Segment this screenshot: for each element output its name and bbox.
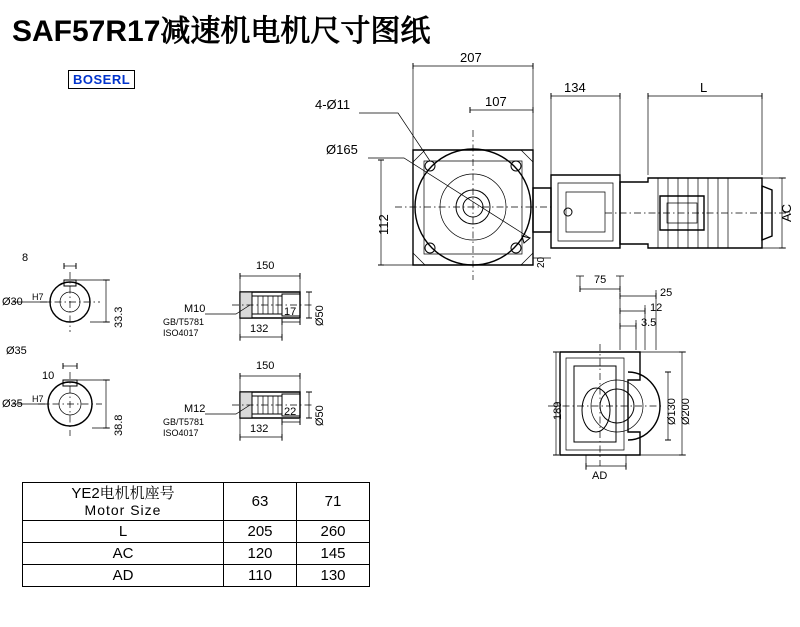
motor-size-table	[22, 482, 370, 587]
dim-207: 207	[460, 50, 482, 65]
dim-33-3: 33.3	[113, 306, 125, 328]
dim-75: 75	[594, 274, 607, 286]
dim-d35: Ø35	[2, 398, 23, 410]
row-label-AD: AD	[23, 565, 224, 587]
thread-m12: M12	[184, 403, 206, 415]
table-header-row	[23, 483, 370, 521]
dim-150-bot: 150	[256, 360, 275, 372]
dim-d50-bot: Ø50	[314, 405, 326, 426]
page-title: SAF57R17减速机电机尺寸图纸	[12, 15, 431, 48]
dim-d35-fit: H7	[32, 394, 44, 404]
dim-AC: AC	[779, 203, 794, 222]
cell-AC-63: 120	[224, 543, 297, 565]
dim-key-10: 10	[42, 370, 55, 382]
table-row	[23, 565, 370, 587]
dim-4xd11: 4-Ø11	[315, 97, 351, 112]
thread-m10: M10	[184, 303, 206, 315]
std-gb-2: GB/T5781	[163, 417, 205, 427]
cell-AC-71: 145	[297, 543, 370, 565]
dim-d30: Ø30	[2, 296, 23, 308]
std-iso-1: ISO4017	[163, 328, 199, 338]
dim-20: 20	[536, 256, 547, 268]
std-iso-2: ISO4017	[163, 428, 199, 438]
dim-150-top: 150	[256, 260, 275, 272]
dim-d50-top: Ø50	[314, 305, 326, 326]
dim-189: 189	[552, 401, 564, 420]
std-gb-1: GB/T5781	[163, 317, 205, 327]
dim-d165: Ø165	[326, 142, 358, 157]
dim-132-top: 132	[250, 323, 269, 335]
table-header-size-63: 63	[224, 483, 297, 521]
table-header-size-71: 71	[297, 483, 370, 521]
table-header-label	[23, 483, 224, 521]
dim-25: 25	[660, 287, 673, 299]
cell-AD-71: 130	[297, 565, 370, 587]
dim-38-8: 38.8	[113, 414, 125, 436]
dim-d130: Ø130	[666, 398, 678, 425]
dim-d30-fit: H7	[32, 292, 44, 302]
cell-L-63: 205	[224, 521, 297, 543]
dim-17: 17	[284, 306, 297, 318]
row-label-AC: AC	[23, 543, 224, 565]
dim-AD: AD	[592, 470, 608, 482]
dim-107: 107	[485, 94, 507, 109]
header-label-en: Motor Size	[84, 502, 162, 519]
cell-AD-63: 110	[224, 565, 297, 587]
brand-logo: BOSERL	[68, 70, 135, 89]
dim-134: 134	[564, 80, 586, 95]
dim-3-5: 3.5	[641, 317, 657, 329]
header-label-cn: YE2电机机座号	[71, 485, 175, 502]
dim-132-bot: 132	[250, 423, 269, 435]
dim-12: 12	[650, 302, 663, 314]
dim-112: 112	[376, 214, 391, 235]
dim-d35-plain: Ø35	[6, 345, 27, 357]
dim-d200: Ø200	[680, 398, 692, 425]
row-label-L: L	[23, 521, 224, 543]
dim-L: L	[700, 80, 708, 95]
table-row	[23, 543, 370, 565]
cell-L-71: 260	[297, 521, 370, 543]
dim-22: 22	[284, 406, 297, 418]
dim-key-8: 8	[22, 252, 29, 264]
table-row	[23, 521, 370, 543]
